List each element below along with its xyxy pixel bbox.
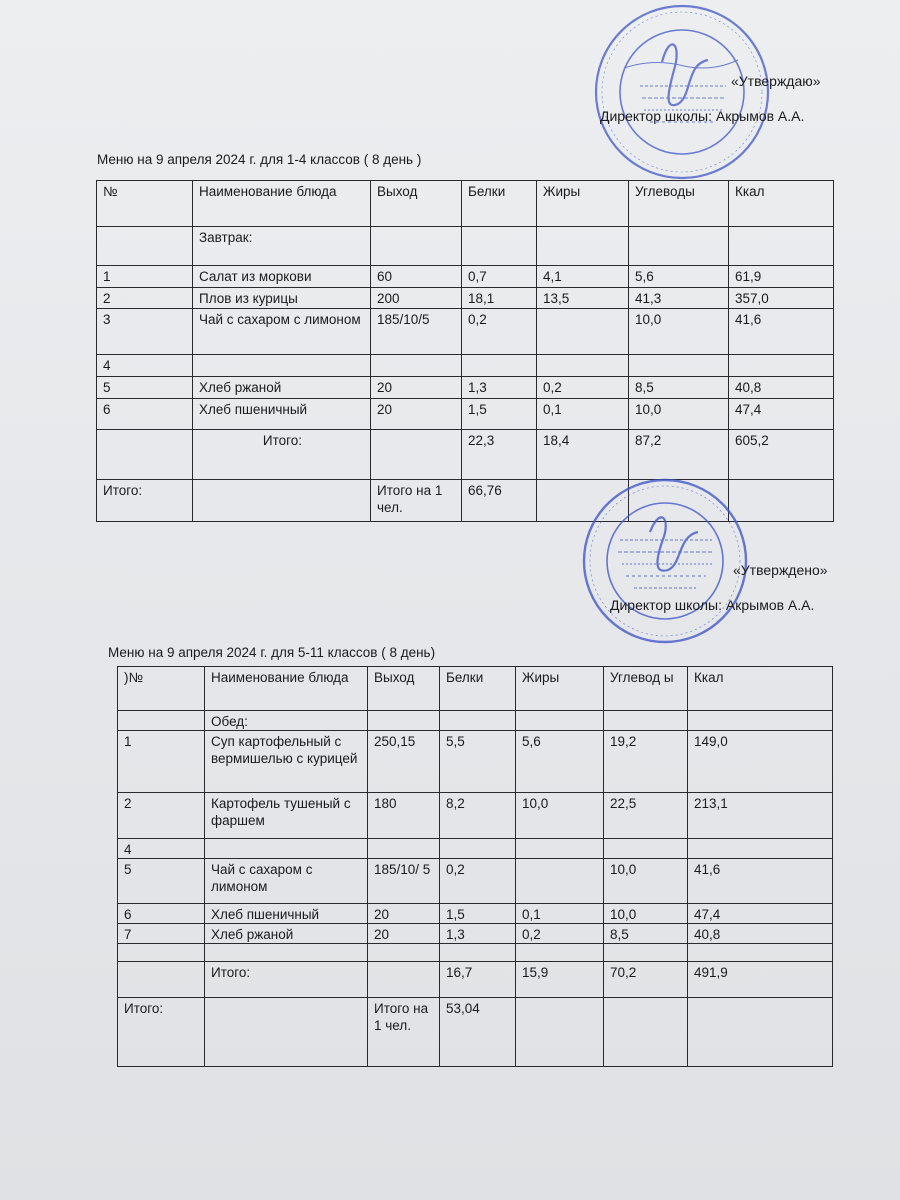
table-cell bbox=[440, 711, 516, 731]
table-cell: 0,1 bbox=[516, 904, 604, 924]
table-row bbox=[97, 309, 834, 355]
table-cell: 2 bbox=[118, 793, 205, 839]
table-cell bbox=[516, 839, 604, 859]
table-cell: 5,6 bbox=[629, 266, 729, 288]
header-cell: Наименование блюда bbox=[193, 181, 371, 227]
table-cell bbox=[371, 227, 462, 266]
header-cell: Ккал bbox=[729, 181, 834, 227]
table-cell: 0,1 bbox=[537, 399, 629, 430]
table-cell: 200 bbox=[371, 288, 462, 309]
table-cell: 20 bbox=[368, 904, 440, 924]
table-cell bbox=[371, 430, 462, 480]
table-row bbox=[97, 430, 834, 480]
menu2-caption: Меню на 9 апреля 2024 г. для 5-11 классов ( 8 день) bbox=[108, 645, 436, 660]
table-cell bbox=[604, 839, 688, 859]
table-cell bbox=[688, 944, 833, 962]
table-row bbox=[118, 904, 833, 924]
table-cell bbox=[462, 355, 537, 377]
header-cell: Жиры bbox=[537, 181, 629, 227]
table-row bbox=[118, 859, 833, 904]
table-cell: 1,3 bbox=[440, 924, 516, 944]
table-row bbox=[118, 793, 833, 839]
table-cell: 6 bbox=[97, 399, 193, 430]
table-cell: Хлеб ржаной bbox=[193, 377, 371, 399]
approval-director-bottom: Директор школы: Акрымов А.А. bbox=[610, 597, 815, 613]
table-cell: 5 bbox=[118, 859, 205, 904]
table-cell: 10,0 bbox=[629, 309, 729, 355]
table-cell: 1,5 bbox=[440, 904, 516, 924]
table-cell: 180 bbox=[368, 793, 440, 839]
table-cell bbox=[604, 998, 688, 1067]
table-row bbox=[97, 355, 834, 377]
table-cell: 18,4 bbox=[537, 430, 629, 480]
table-cell: Итого на 1 чел. bbox=[371, 480, 462, 522]
table-cell: 357,0 bbox=[729, 288, 834, 309]
menu-table-grades-5-11 bbox=[117, 666, 833, 1067]
approval-title-bottom: «Утверждено» bbox=[733, 562, 828, 578]
table-cell: 15,9 bbox=[516, 962, 604, 998]
table-cell bbox=[516, 711, 604, 731]
table-cell bbox=[604, 944, 688, 962]
table-cell: 53,04 bbox=[440, 998, 516, 1067]
table-cell: Обед: bbox=[205, 711, 368, 731]
table-row bbox=[118, 924, 833, 944]
table-cell bbox=[440, 944, 516, 962]
table-cell: 250,15 bbox=[368, 731, 440, 793]
table-cell: 41,6 bbox=[729, 309, 834, 355]
table-cell bbox=[205, 998, 368, 1067]
table-cell: 66,76 bbox=[462, 480, 537, 522]
official-seal-top bbox=[592, 2, 772, 182]
header-cell: № bbox=[97, 181, 193, 227]
approval-title-top: «Утверждаю» bbox=[731, 73, 821, 89]
table-cell: 20 bbox=[371, 377, 462, 399]
table-cell bbox=[604, 711, 688, 731]
table-cell: 10,0 bbox=[604, 859, 688, 904]
table-cell bbox=[537, 309, 629, 355]
table-cell bbox=[118, 944, 205, 962]
table-cell bbox=[118, 711, 205, 731]
table-cell bbox=[368, 944, 440, 962]
table-cell: Плов из курицы bbox=[193, 288, 371, 309]
table-cell: 10,0 bbox=[604, 904, 688, 924]
table-cell: 40,8 bbox=[729, 377, 834, 399]
table-cell bbox=[688, 711, 833, 731]
table-cell: Итого: bbox=[97, 480, 193, 522]
table-cell bbox=[118, 962, 205, 998]
table-cell: 6 bbox=[118, 904, 205, 924]
table-cell bbox=[537, 355, 629, 377]
table-cell bbox=[205, 839, 368, 859]
table-row bbox=[118, 731, 833, 793]
table-row bbox=[118, 962, 833, 998]
table-cell: 7 bbox=[118, 924, 205, 944]
table-cell: 47,4 bbox=[729, 399, 834, 430]
table-cell: Завтрак: bbox=[193, 227, 371, 266]
table-cell: Картофель тушеный с фаршем bbox=[205, 793, 368, 839]
table-cell: Хлеб ржаной bbox=[205, 924, 368, 944]
table-cell: 8,5 bbox=[604, 924, 688, 944]
table-cell: Суп картофельный с вермишелью с курицей bbox=[205, 731, 368, 793]
table-cell bbox=[516, 998, 604, 1067]
table-cell bbox=[193, 480, 371, 522]
table-cell: 16,7 bbox=[440, 962, 516, 998]
table-cell: 18,1 bbox=[462, 288, 537, 309]
table-cell: 70,2 bbox=[604, 962, 688, 998]
table-cell: 0,2 bbox=[537, 377, 629, 399]
table-cell bbox=[368, 711, 440, 731]
table-header-row bbox=[118, 667, 833, 711]
table-cell: 22,5 bbox=[604, 793, 688, 839]
table-cell bbox=[371, 355, 462, 377]
table-cell: 0,7 bbox=[462, 266, 537, 288]
table-cell: Чай с сахаром с лимоном bbox=[193, 309, 371, 355]
table-cell: 8,2 bbox=[440, 793, 516, 839]
table-row bbox=[97, 288, 834, 309]
header-cell: Выход bbox=[368, 667, 440, 711]
table-cell: 1 bbox=[97, 266, 193, 288]
table-cell: 5 bbox=[97, 377, 193, 399]
menu-table-grades-1-4 bbox=[96, 180, 834, 522]
table-cell: 41,6 bbox=[688, 859, 833, 904]
table-cell: 0,2 bbox=[516, 924, 604, 944]
table-cell: 4 bbox=[97, 355, 193, 377]
table-cell: 213,1 bbox=[688, 793, 833, 839]
table-row bbox=[118, 839, 833, 859]
table-cell: 185/10/5 bbox=[371, 309, 462, 355]
table-cell: 491,9 bbox=[688, 962, 833, 998]
table-cell bbox=[368, 962, 440, 998]
table-cell bbox=[462, 227, 537, 266]
table-row bbox=[97, 266, 834, 288]
table-row bbox=[97, 227, 834, 266]
table-cell: 41,3 bbox=[629, 288, 729, 309]
header-cell: Жиры bbox=[516, 667, 604, 711]
header-cell: Белки bbox=[440, 667, 516, 711]
table-cell bbox=[193, 355, 371, 377]
table-cell: 40,8 bbox=[688, 924, 833, 944]
menu1-caption: Меню на 9 апреля 2024 г. для 1-4 классов ( 8 день ) bbox=[97, 152, 422, 167]
table-cell: 1 bbox=[118, 731, 205, 793]
table-cell bbox=[516, 944, 604, 962]
table-cell bbox=[688, 998, 833, 1067]
table-cell: 5,6 bbox=[516, 731, 604, 793]
table-cell bbox=[729, 355, 834, 377]
approval-director-top: Директор школы: Акрымов А.А. bbox=[600, 108, 805, 124]
table-cell bbox=[368, 839, 440, 859]
table-cell: Салат из моркови bbox=[193, 266, 371, 288]
table-cell: 2 bbox=[97, 288, 193, 309]
table-cell: 19,2 bbox=[604, 731, 688, 793]
header-cell: Углевод ы bbox=[604, 667, 688, 711]
table-cell bbox=[205, 944, 368, 962]
table-cell: 4,1 bbox=[537, 266, 629, 288]
table-cell: Хлеб пшеничный bbox=[205, 904, 368, 924]
table-cell: Итого на 1 чел. bbox=[368, 998, 440, 1067]
table-cell: 8,5 bbox=[629, 377, 729, 399]
table-cell: 60 bbox=[371, 266, 462, 288]
table-cell: Итого: bbox=[118, 998, 205, 1067]
table-cell bbox=[440, 839, 516, 859]
table-cell: 0,2 bbox=[462, 309, 537, 355]
table-row bbox=[118, 711, 833, 731]
table-cell bbox=[629, 227, 729, 266]
table-cell: 61,9 bbox=[729, 266, 834, 288]
official-seal-bottom bbox=[580, 476, 750, 646]
table-cell: Итого: bbox=[193, 430, 371, 480]
header-cell: Выход bbox=[371, 181, 462, 227]
table-row bbox=[97, 399, 834, 430]
table-row bbox=[118, 998, 833, 1067]
table-cell: 47,4 bbox=[688, 904, 833, 924]
table-cell: 0,2 bbox=[440, 859, 516, 904]
table-cell: 10,0 bbox=[516, 793, 604, 839]
table-cell: Хлеб пшеничный bbox=[193, 399, 371, 430]
table-row bbox=[118, 944, 833, 962]
table-cell: 20 bbox=[371, 399, 462, 430]
table-cell bbox=[97, 430, 193, 480]
table-cell: 1,3 bbox=[462, 377, 537, 399]
table-cell: Итого: bbox=[205, 962, 368, 998]
table-cell bbox=[97, 227, 193, 266]
header-cell: Белки bbox=[462, 181, 537, 227]
table-cell: 149,0 bbox=[688, 731, 833, 793]
table-cell bbox=[729, 227, 834, 266]
table-cell: 605,2 bbox=[729, 430, 834, 480]
table-cell: 20 bbox=[368, 924, 440, 944]
table-cell: 5,5 bbox=[440, 731, 516, 793]
table-cell: 3 bbox=[97, 309, 193, 355]
table-cell: 1,5 bbox=[462, 399, 537, 430]
table-cell bbox=[629, 355, 729, 377]
header-cell: Наименование блюда bbox=[205, 667, 368, 711]
table-cell: 4 bbox=[118, 839, 205, 859]
table-cell: Чай с сахаром с лимоном bbox=[205, 859, 368, 904]
table-cell: 87,2 bbox=[629, 430, 729, 480]
header-cell: Ккал bbox=[688, 667, 833, 711]
table-cell bbox=[537, 227, 629, 266]
table-cell bbox=[688, 839, 833, 859]
table-cell: 22,3 bbox=[462, 430, 537, 480]
header-cell: Углеводы bbox=[629, 181, 729, 227]
table-header-row bbox=[97, 181, 834, 227]
table-cell: 10,0 bbox=[629, 399, 729, 430]
table-cell: 13,5 bbox=[537, 288, 629, 309]
table-cell bbox=[516, 859, 604, 904]
table-cell: 185/10/ 5 bbox=[368, 859, 440, 904]
table-row bbox=[97, 377, 834, 399]
header-cell: )№ bbox=[118, 667, 205, 711]
